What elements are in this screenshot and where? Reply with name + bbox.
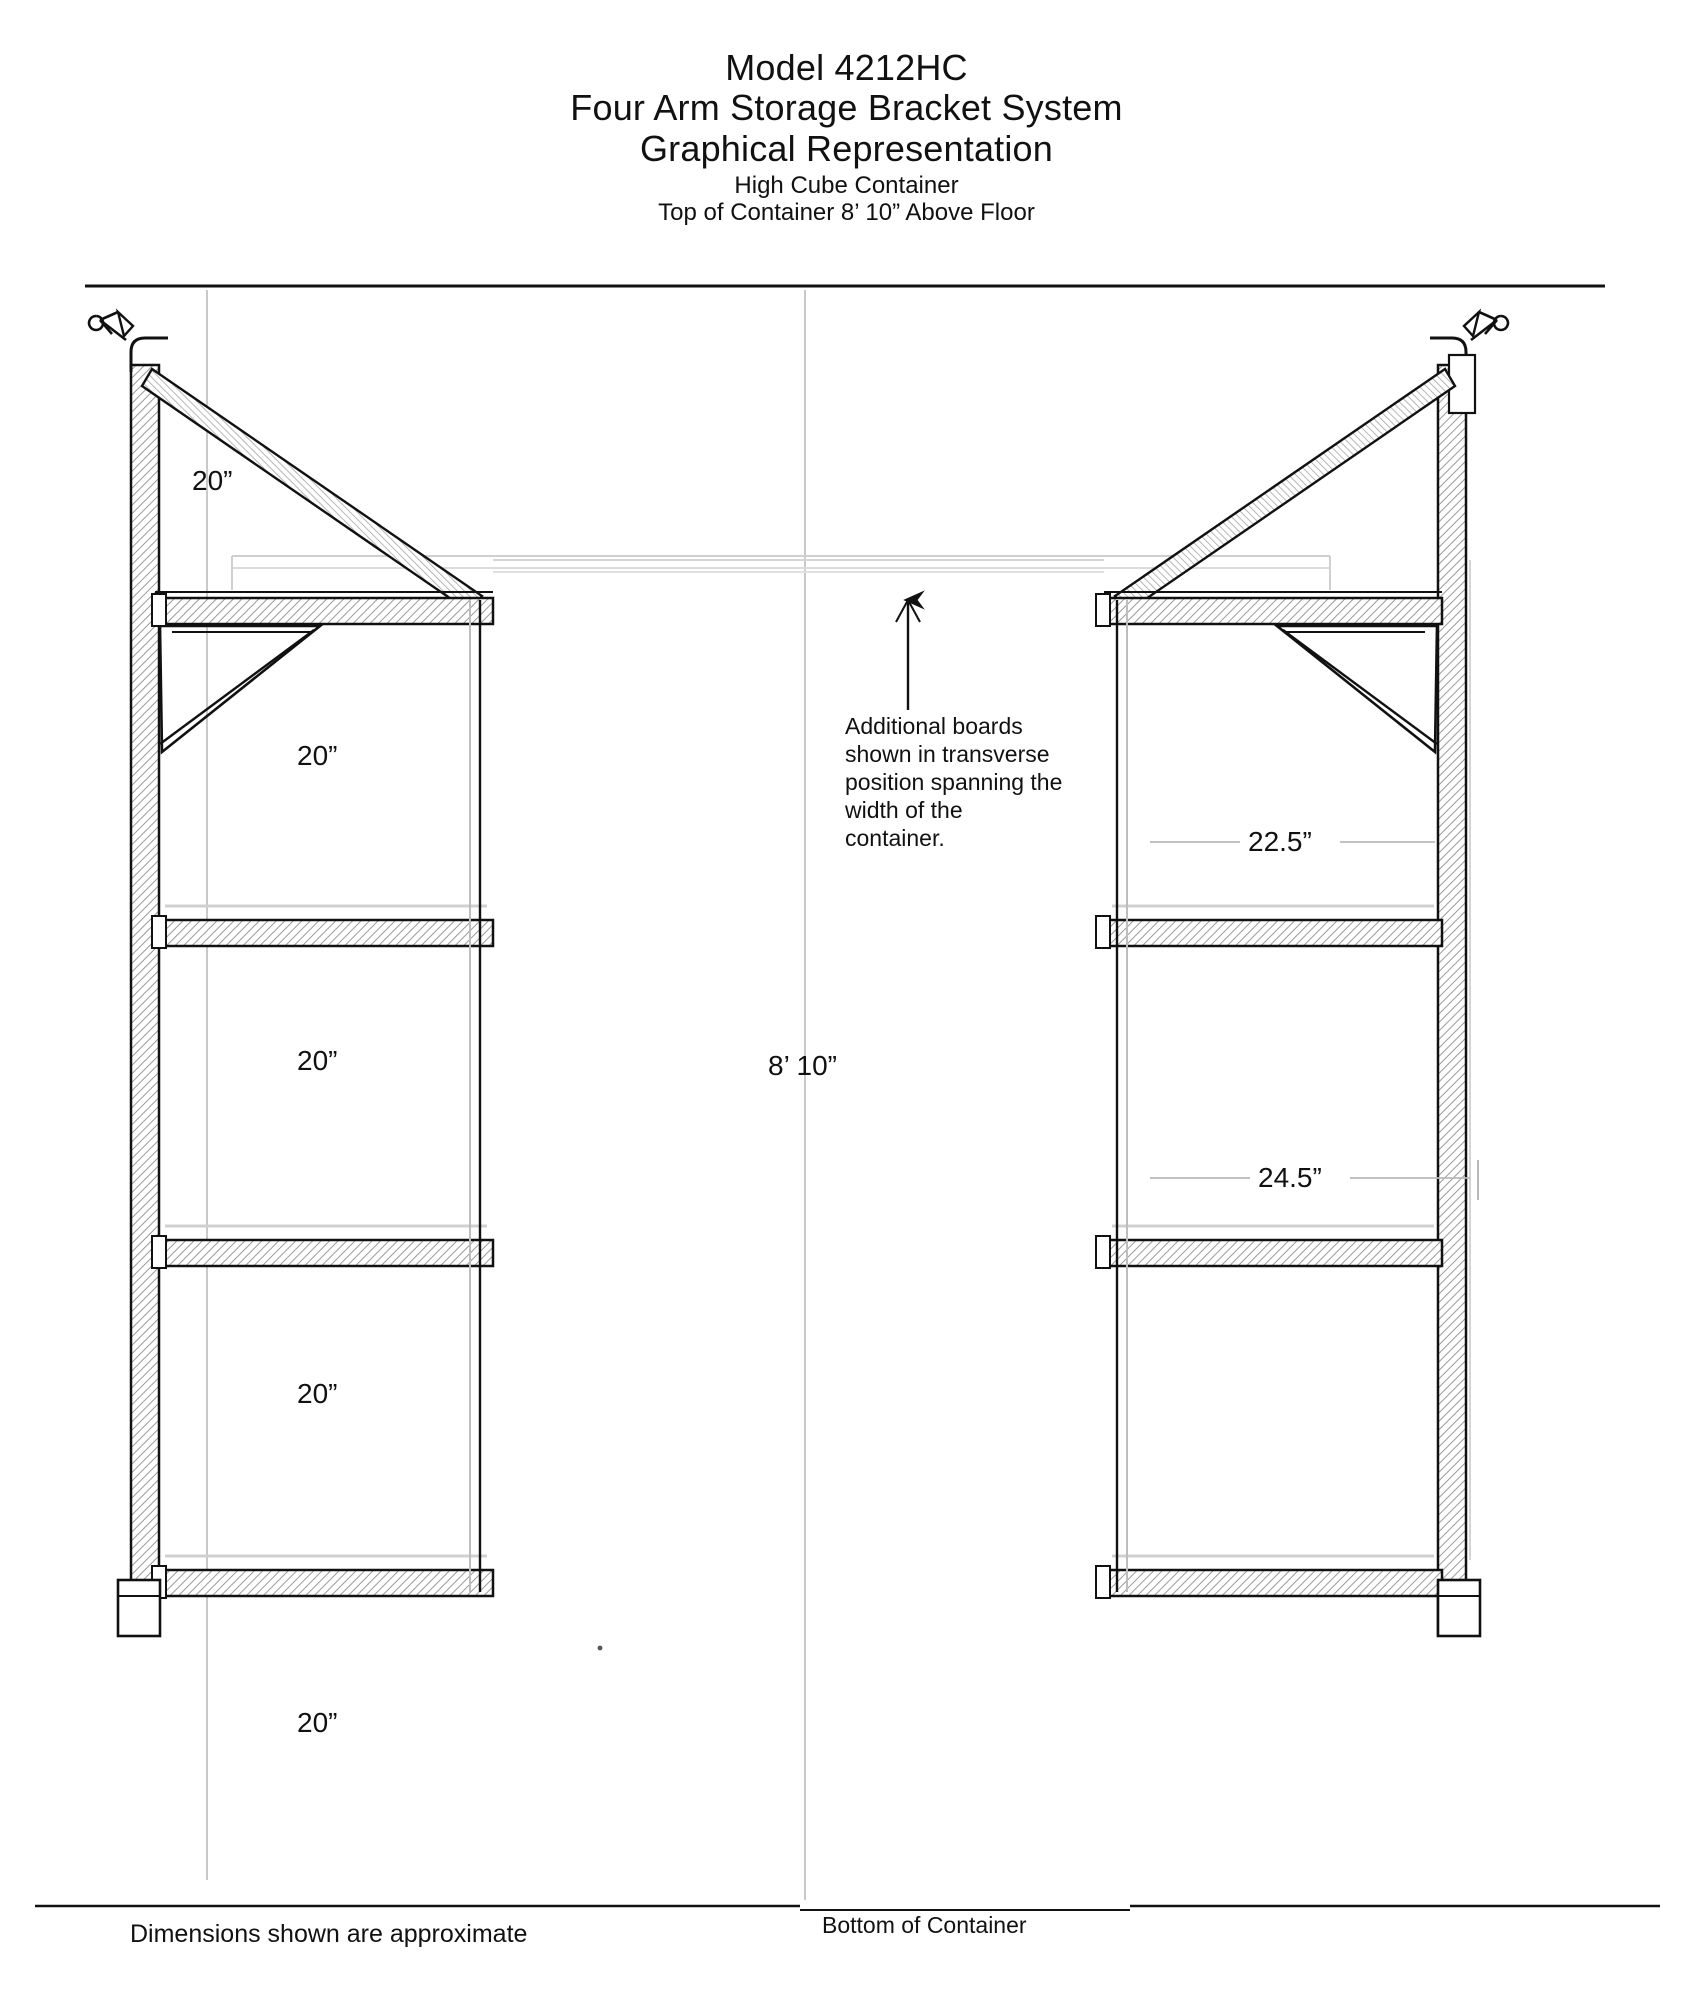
right-shelf-3 [1104,1240,1442,1266]
title-line-4: High Cube Container [734,171,959,199]
left-tab-2 [152,916,166,948]
left-shelf-1 [155,598,493,624]
right-shelf-1-gusset-diagonal [1283,630,1437,744]
left-hook-head-icon [118,312,133,336]
transverse-boards-note: Additional boards shown in transverse position spanning the width of the container. [845,713,1063,852]
title-line-5: Top of Container 8’ 10” Above Floor [658,198,1035,226]
dimension-left-3: 20” [297,1045,338,1076]
left-shelf-4 [155,1570,493,1596]
dimension-right-2: 24.5” [1258,1162,1322,1193]
dimension-left-5: 20” [297,1707,338,1738]
left-shelf-1-gusset [160,626,320,752]
left-tab-3 [152,1236,166,1268]
right-shelf-1 [1104,598,1442,624]
dimension-overall-height: 8’ 10” [768,1050,838,1081]
footer-bottom-of-container: Bottom of Container [822,1912,1027,1938]
stray-mark [598,1646,603,1651]
left-shelf-3 [155,1240,493,1266]
title-line-1: Model 4212HC [725,47,968,88]
right-foot-bracket [1438,1580,1480,1636]
left-foot-bracket [118,1580,160,1636]
dimension-left-1: 20” [192,465,233,496]
footer-approximate-note: Dimensions shown are approximate [130,1920,528,1948]
right-tab-4 [1096,1566,1110,1598]
right-shelf-4 [1104,1570,1442,1596]
right-upper-diagonal-brace [1115,369,1455,612]
right-tab-2 [1096,916,1110,948]
left-tab-1 [152,594,166,626]
right-tab-1 [1096,594,1110,626]
left-shelf-2 [155,920,493,946]
left-vertical-post [131,365,159,1635]
right-shelf-2 [1104,920,1442,946]
right-tab-3 [1096,1236,1110,1268]
title-line-2: Four Arm Storage Bracket System [570,87,1123,129]
left-shelf-1-gusset-diagonal [160,630,314,744]
right-shelf-1-gusset [1277,626,1437,752]
right-vertical-post [1438,365,1466,1635]
title-line-3: Graphical Representation [639,127,1054,169]
dimension-left-2: 20” [297,740,338,771]
dimension-right-1: 22.5” [1248,826,1312,857]
right-hook-head-icon [1464,312,1479,336]
dimension-left-4: 20” [297,1378,338,1409]
